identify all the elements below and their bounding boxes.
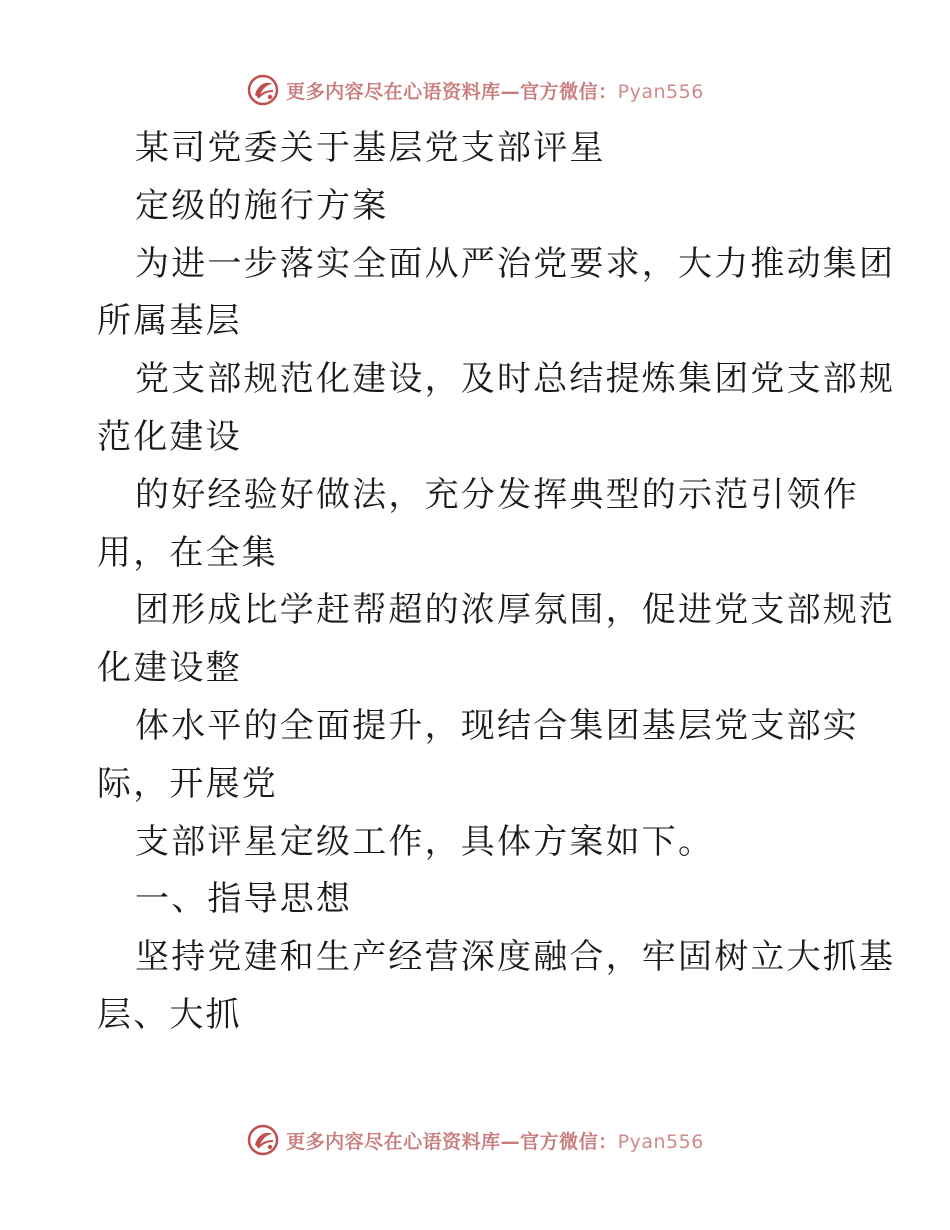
document-body xyxy=(97,120,896,1045)
watermark-text-cn: 更多内容尽在心语资料库—官方微信： xyxy=(286,1130,618,1153)
text-line: 范化建设 xyxy=(97,416,242,457)
text-line: 坚持党建和生产经营深度融合，牢固树立大抓基 xyxy=(135,937,896,978)
text-line: 一、指导思想 xyxy=(135,879,353,920)
footer-watermark xyxy=(0,1120,950,1160)
text-line: 化建设整 xyxy=(97,648,242,689)
text-line: 层、大抓 xyxy=(97,994,242,1035)
leaf-swirl-icon xyxy=(246,1123,280,1157)
watermark-text-cn: 更多内容尽在心语资料库—官方微信： xyxy=(286,80,618,103)
text-line: 某司党委关于基层党支部评星 xyxy=(135,128,606,168)
text-line: 体水平的全面提升，现结合集团基层党支部实 xyxy=(135,705,859,746)
header-watermark xyxy=(0,70,950,110)
watermark-text xyxy=(286,1127,704,1154)
text-line: 所属基层 xyxy=(97,301,242,342)
text-line: 定级的施行方案 xyxy=(135,185,389,226)
watermark-text xyxy=(286,77,704,104)
text-line: 支部评星定级工作，具体方案如下。 xyxy=(135,821,715,862)
watermark-wechat-id: Pyan556 xyxy=(617,1130,704,1153)
leaf-swirl-icon xyxy=(246,73,280,107)
text-line: 际，开展党 xyxy=(97,763,278,804)
text-line: 的好经验好做法，充分发挥典型的示范引领作 xyxy=(135,474,859,515)
watermark-wechat-id: Pyan556 xyxy=(617,80,704,103)
text-line: 团形成比学赶帮超的浓厚氛围，促进党支部规范 xyxy=(135,590,896,631)
text-line: 为进一步落实全面从严治党要求，大力推动集团 xyxy=(135,243,896,284)
text-line: 党支部规范化建设，及时总结提炼集团党支部规 xyxy=(135,359,896,400)
text-line: 用，在全集 xyxy=(97,532,278,573)
